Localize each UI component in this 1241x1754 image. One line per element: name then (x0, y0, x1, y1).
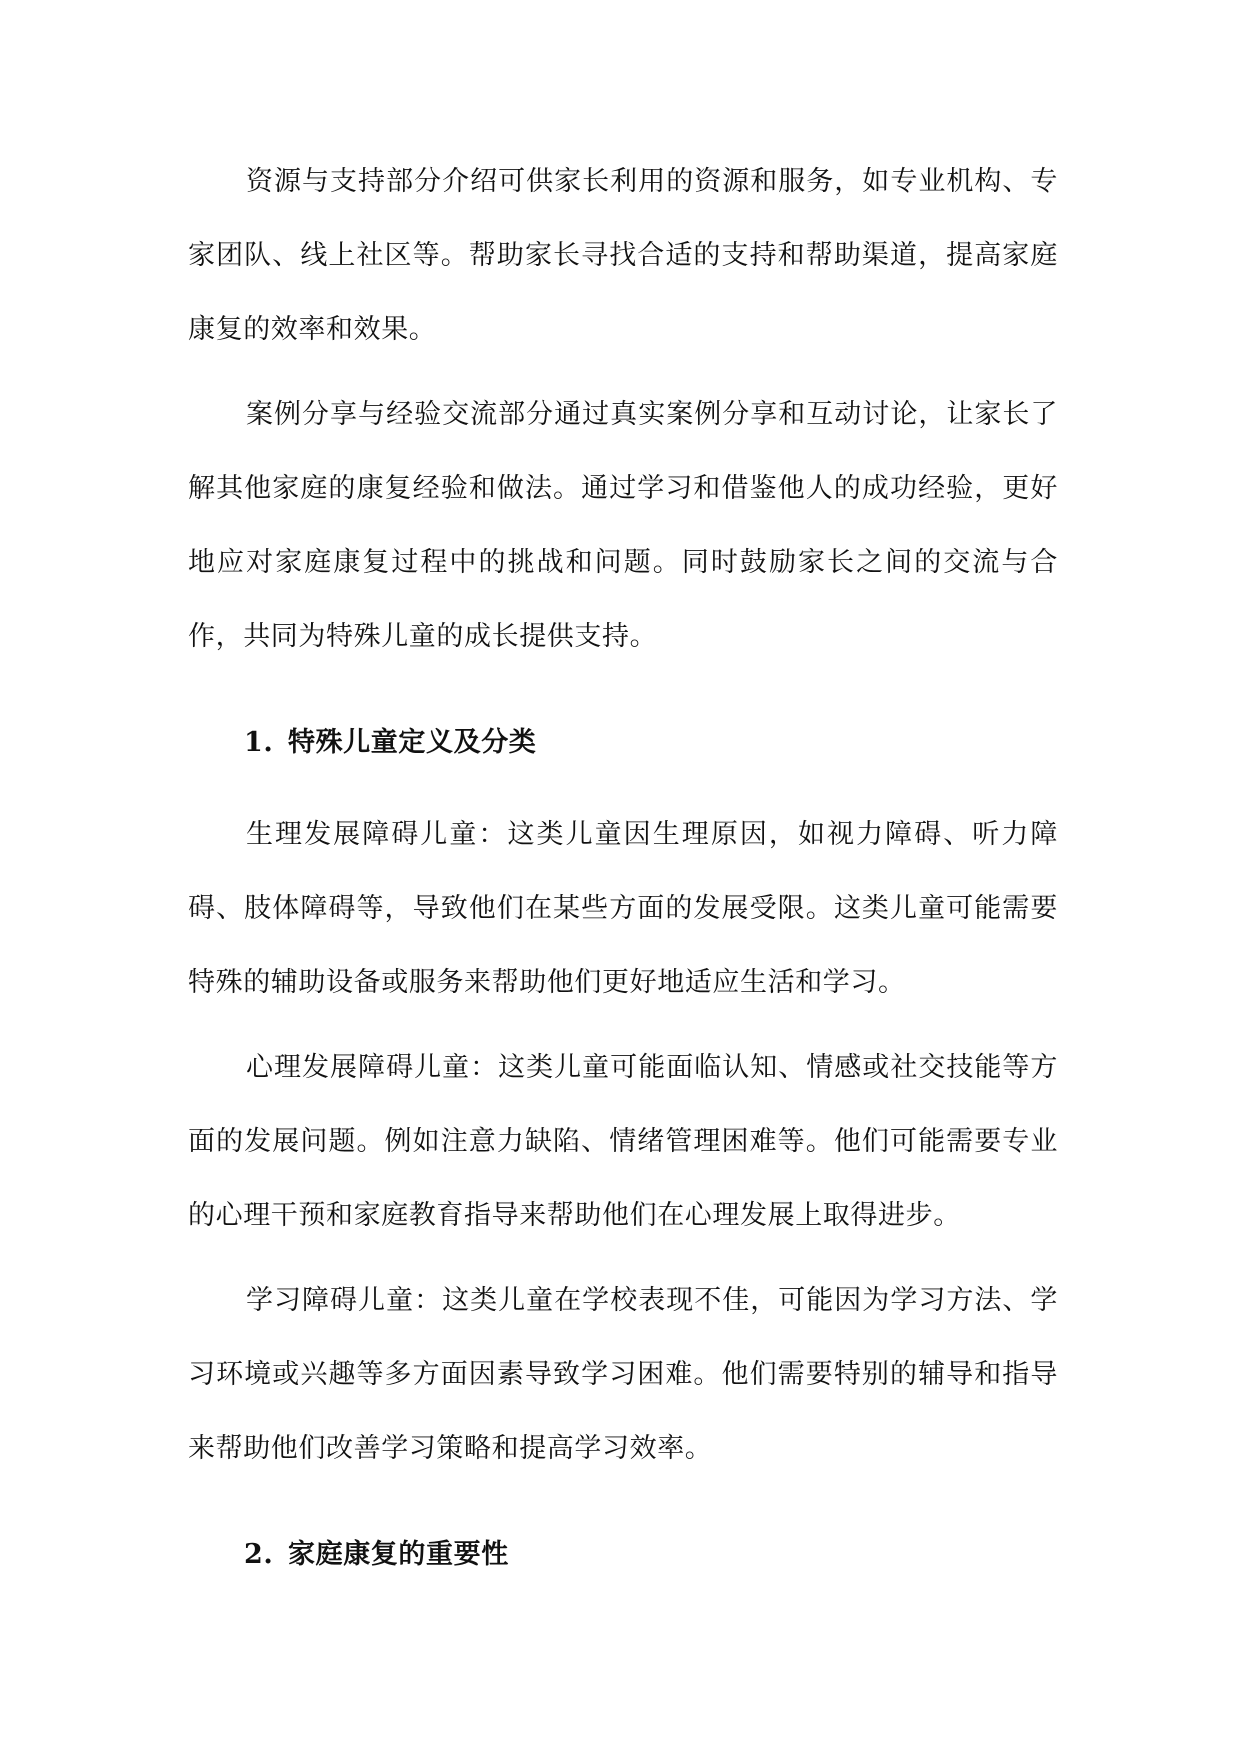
document-body (188, 145, 1058, 1610)
paragraph-psychological-disability: 心理发展障碍儿童：这类儿童可能面临认知、情感或社交技能等方面的发展问题。例如注意力缺陷、情绪管理困难等。他们可能需要专业的心理干预和家庭教育指导来帮助他们在心理发展上取得进步。 (188, 1052, 1058, 1231)
paragraph-resources-support: 资源与支持部分介绍可供家长利用的资源和服务，如专业机构、专家团队、线上社区等。帮助家长寻找合适的支持和帮助渠道，提高家庭康复的效率和效果。 (188, 166, 1058, 345)
paragraph-case-sharing: 案例分享与经验交流部分通过真实案例分享和互动讨论，让家长了解其他家庭的康复经验和做法。通过学习和借鉴他人的成功经验，更好地应对家庭康复过程中的挑战和问题。同时鼓励家长之间的交流与合作，共同为特殊儿童的成长提供支持。 (188, 399, 1058, 652)
section-heading-2 (188, 1518, 1058, 1592)
paragraph-learning-disability: 学习障碍儿童：这类儿童在学校表现不佳，可能因为学习方法、学习环境或兴趣等多方面因素导致学习困难。他们需要特别的辅导和指导来帮助他们改善学习策略和提高学习效率。 (188, 1285, 1058, 1464)
section-title-2: 家庭康复的重要性 (288, 1539, 509, 1570)
section-number-1: 1. (244, 727, 274, 758)
section-heading-1 (188, 706, 1058, 780)
section-title-1: 特殊儿童定义及分类 (288, 727, 537, 758)
paragraph-physical-disability: 生理发展障碍儿童：这类儿童因生理原因，如视力障碍、听力障碍、肢体障碍等，导致他们在某些方面的发展受限。这类儿童可能需要特殊的辅助设备或服务来帮助他们更好地适应生活和学习。 (188, 819, 1058, 998)
section-number-2: 2. (244, 1539, 274, 1570)
